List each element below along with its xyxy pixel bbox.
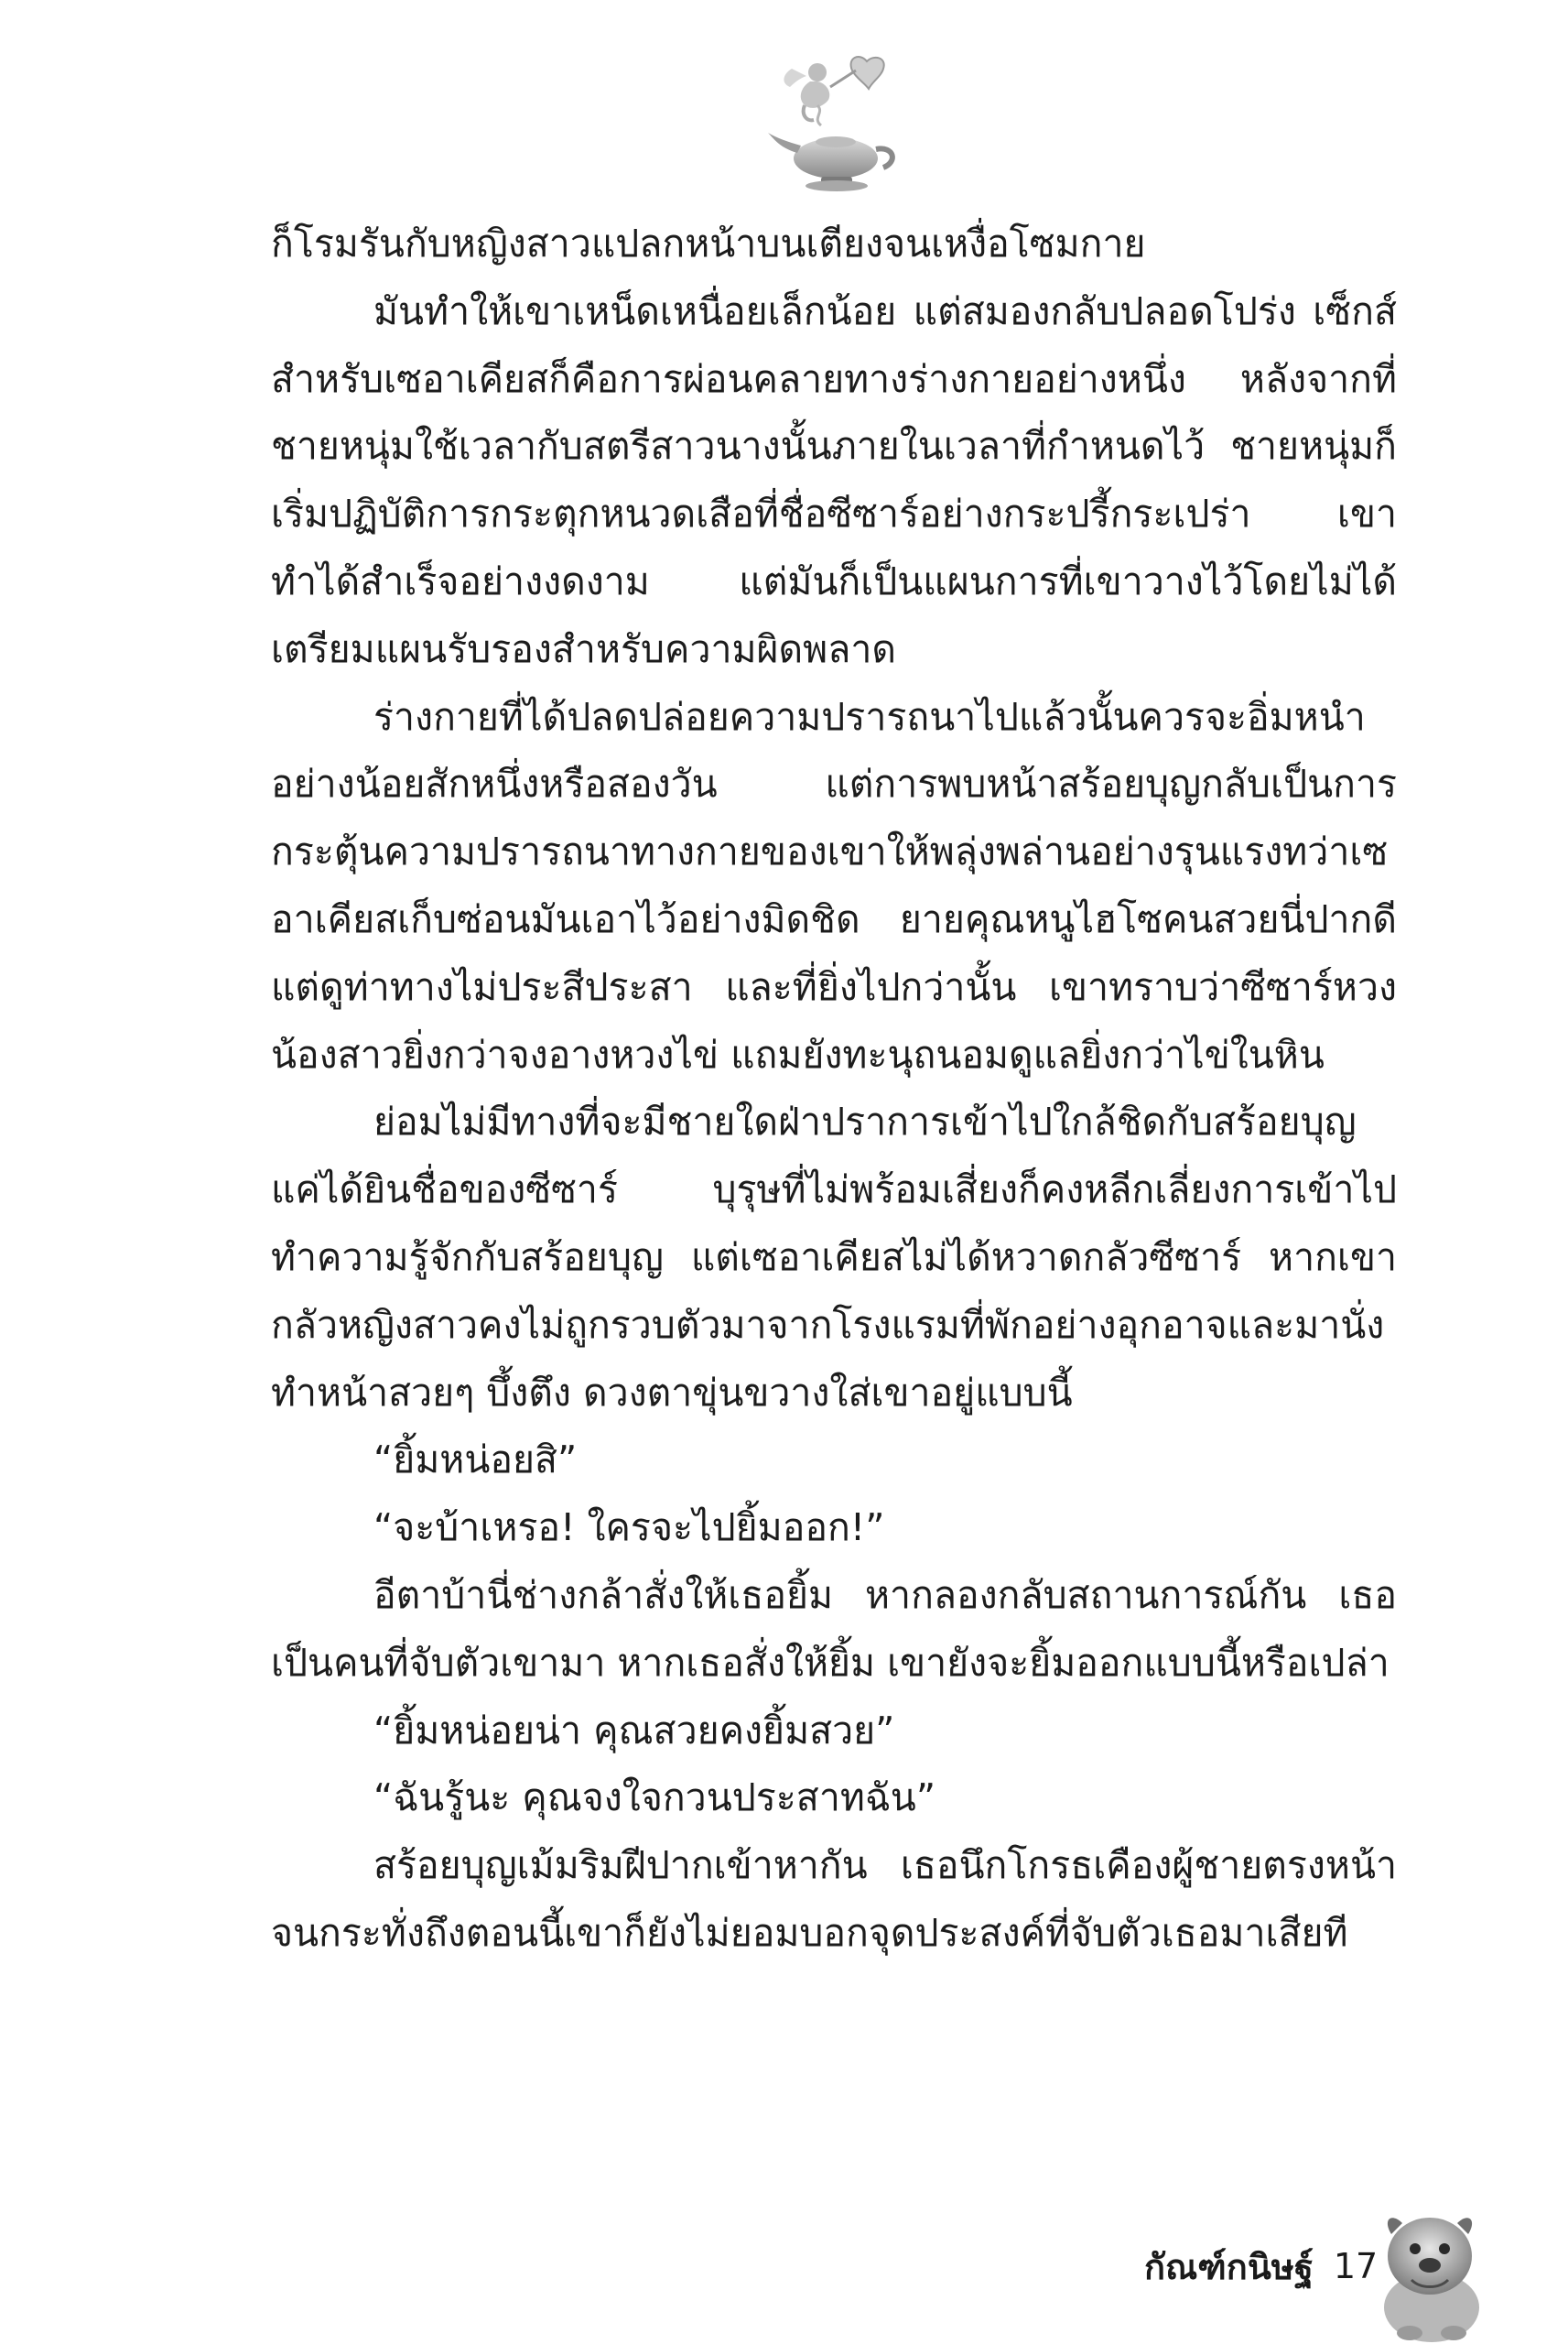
dialogue-line: “ยิ้มหน่อยสิ” bbox=[373, 1438, 578, 1482]
bulldog-icon bbox=[1371, 2198, 1490, 2344]
paragraph: มันทำให้เขาเหน็ดเหนื่อยเล็กน้อย แต่สมองกลับปลอดโปร่ง เซ็กส์สำหรับเซอาเคียสก็คือการผ่อนคลายทางร่างกายอย่างหนึ่ง หลังจากที่ชายหนุ่มใช้เวลากับสตรีสาวนางนั้นภายในเวลาที่กำหนดไว้ ชายหนุ่มก็เริ่มปฏิบัติการกระตุกหนวดเสือที่ชื่อซีซาร์อย่างกระปรี้กระเปร่า เขาทำได้สำเร็จอย่างงดงาม แต่มันก็เป็นแผนการที่เขาวางไว้โดยไม่ได้เตรียมแผนรับรองสำหรับความผิดพลาด bbox=[271, 288, 1397, 671]
book-title: กัณฑ์กนิษฐ์ bbox=[1144, 2246, 1314, 2287]
body-text bbox=[271, 211, 1397, 1968]
paragraph: อีตาบ้านี่ช่างกล้าสั่งให้เธอยิ้ม หากลองกลับสถานการณ์กัน เธอเป็นคนที่จับตัวเขามา หากเธอสั่งให้ยิ้ม เขายังจะยิ้มออกแบบนี้หรือเปล่า bbox=[271, 1572, 1397, 1685]
page-footer bbox=[1144, 2239, 1378, 2294]
paragraph: ย่อมไม่มีทางที่จะมีชายใดฝ่าปราการเข้าไปใกล้ชิดกับสร้อยบุญแค่ได้ยินชื่อของซีซาร์ บุรุษที่ไม่พร้อมเสี่ยงก็คงหลีกเลี่ยงการเข้าไปทำความรู้จักกับสร้อยบุญ แต่เซอาเคียสไม่ได้หวาดกลัวซีซาร์ หากเขากลัวหญิงสาวคงไม่ถูกรวบตัวมาจากโรงแรมที่พักอย่างอุกอาจและมานั่งทำหน้าสวยๆ บึ้งตึง ดวงตาขุ่นขวางใส่เขาอยู่แบบนี้ bbox=[271, 1100, 1397, 1415]
paragraph: ร่างกายที่ได้ปลดปล่อยความปรารถนาไปแล้วนั้นควรจะอิ่มหนำอย่างน้อยสักหนึ่งหรือสองวัน แต่การพบหน้าสร้อยบุญกลับเป็นการกระตุ้นความปรารถนาทางกายของเขาให้พลุ่งพล่านอย่างรุนแรงทว่าเซอาเคียสเก็บซ่อนมันเอาไว้อย่างมิดชิด ยายคุณหนูไฮโซคนสวยนี่ปากดี แต่ดูท่าทางไม่ประสีประสา และที่ยิ่งไปกว่านั้น เขาทราบว่าซีซาร์หวงน้องสาวยิ่งกว่าจงอางหวงไข่ แถมยังทะนุถนอมดูแลยิ่งกว่าไข่ในหิน bbox=[271, 694, 1397, 1077]
page-number: 17 bbox=[1333, 2246, 1379, 2286]
paragraph: ก็โรมรันกับหญิงสาวแปลกหน้าบนเตียงจนเหงื่อโซมกาย bbox=[271, 222, 1146, 266]
cupid-teapot-icon bbox=[764, 50, 906, 197]
dialogue-line: “จะบ้าเหรอ! ใครจะไปยิ้มออก!” bbox=[373, 1505, 885, 1550]
paragraph: สร้อยบุญเม้มริมฝีปากเข้าหากัน เธอนึกโกรธเคืองผู้ชายตรงหน้าจนกระทั่งถึงตอนนี้เขาก็ยังไม่ยอมบอกจุดประสงค์ที่จับตัวเธอมาเสียที bbox=[271, 1843, 1397, 1955]
dialogue-line: “ฉันรู้นะ คุณจงใจกวนประสาทฉัน” bbox=[373, 1775, 936, 1820]
dialogue-line: “ยิ้มหน่อยน่า คุณสวยคงยิ้มสวย” bbox=[373, 1708, 895, 1753]
